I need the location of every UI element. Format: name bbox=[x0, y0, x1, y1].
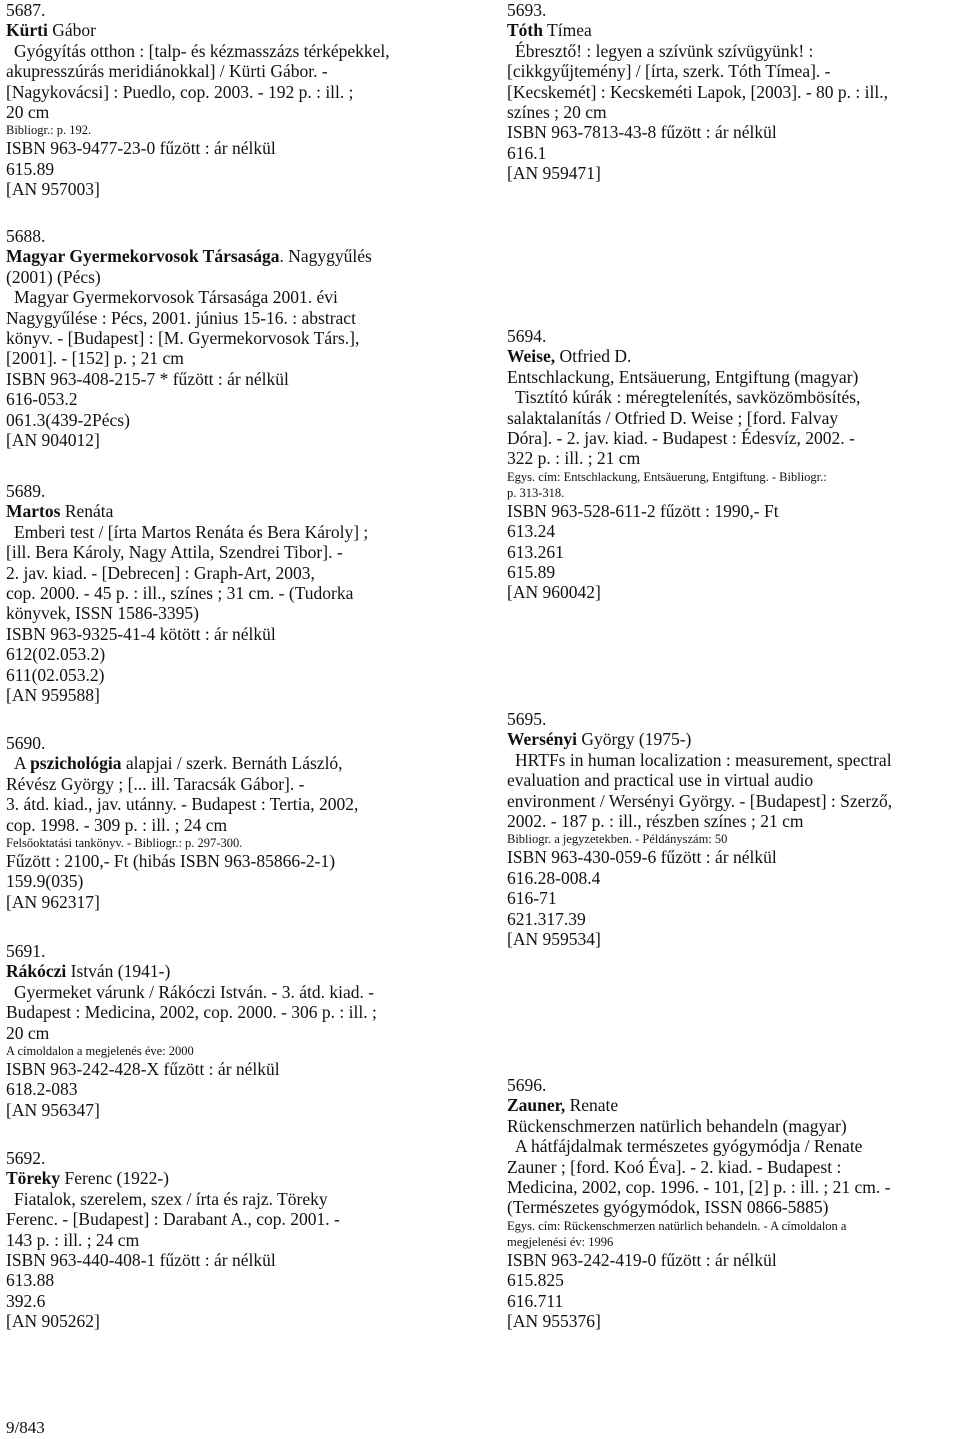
entry-note: Egys. cím: Entschlackung, Entsäuerung, Entgiftung. - Bibliogr.: bbox=[507, 469, 827, 484]
entry-line: HRTFs in human localization : measurement, spectral bbox=[515, 749, 892, 770]
entry-line: Dóra]. - 2. jav. kiad. - Budapest : Édesvíz, 2002. - bbox=[507, 428, 855, 449]
entry-line: Entschlackung, Entsäuerung, Entgiftung (magyar) bbox=[507, 366, 859, 387]
entry-line: könyvek, ISSN 1586-3395) bbox=[6, 603, 199, 624]
entry-line: 611(02.053.2) bbox=[6, 664, 105, 685]
heading-rest: Renáta bbox=[60, 501, 114, 522]
entry-line: ISBN 963-9325-41-4 kötött : ár nélkül bbox=[6, 623, 276, 644]
entry-line: 5689. bbox=[6, 481, 46, 501]
entry-line: [Nagykovácsi] : Puedlo, cop. 2003. - 192 p. : ill. ; bbox=[6, 81, 354, 102]
entry-line: 615.825 bbox=[507, 1270, 564, 1291]
entry-line: 5696. bbox=[507, 1075, 547, 1095]
entry-line: 612(02.053.2) bbox=[6, 644, 106, 665]
entry-line: salaktalanítás / Otfried D. Weise ; [ford. Falvay bbox=[507, 407, 839, 428]
entry-line: ISBN 963-430-059-6 fűzött : ár nélkül bbox=[507, 847, 777, 868]
page-number: 9/843 bbox=[6, 1418, 45, 1437]
entry-line: evaluation and practical use in virtual audio bbox=[507, 770, 814, 791]
entry-line: 613.261 bbox=[507, 541, 564, 562]
heading-rest: Otfried D. bbox=[555, 346, 632, 367]
entry-line: 2. jav. kiad. - [Debrecen] : Graph-Art, 2003, bbox=[6, 562, 315, 583]
entry-line: akupresszúrás meridiánokkal] / Kürti Gábor. - bbox=[6, 61, 328, 82]
catalog-entry bbox=[507, 326, 957, 603]
entry-line: 613.88 bbox=[6, 1270, 55, 1291]
entry-line: ISBN 963-242-428-X fűzött : ár nélkül bbox=[6, 1059, 280, 1080]
entry-line: 5692. bbox=[6, 1148, 46, 1168]
catalog-entry bbox=[6, 1148, 466, 1332]
entry-line: 615.89 bbox=[507, 562, 556, 583]
entry-line: 5691. bbox=[6, 941, 46, 961]
entry-line: 392.6 bbox=[6, 1290, 46, 1311]
entry-heading bbox=[507, 20, 957, 40]
heading-rest: Gábor bbox=[47, 20, 96, 41]
entry-line: cop. 2000. - 45 p. : ill., színes ; 31 cm. - (Tudorka bbox=[6, 583, 354, 604]
entry-line: [AN 960042] bbox=[507, 582, 601, 603]
entry-line: Magyar Gyermekorvosok Társasága 2001. évi bbox=[14, 287, 338, 308]
catalog-entry bbox=[6, 941, 466, 1120]
entry-line: 322 p. : ill. ; 21 cm bbox=[507, 448, 641, 469]
entry-line: [AN 959588] bbox=[6, 685, 100, 706]
entry-line: 616.1 bbox=[507, 142, 547, 163]
entry-line: 618.2-083 bbox=[6, 1079, 78, 1100]
heading-rest: István (1941-) bbox=[66, 961, 171, 982]
entry-heading bbox=[6, 1168, 466, 1188]
entry-line: [AN 955376] bbox=[507, 1311, 601, 1332]
catalog-entry bbox=[6, 0, 466, 200]
heading-rest: . Nagygyűlés bbox=[279, 246, 372, 267]
entry-line: 616.711 bbox=[507, 1290, 564, 1311]
entry-heading bbox=[6, 753, 466, 773]
entry-line: 20 cm bbox=[6, 102, 50, 123]
entry-line: Ferenc. - [Budapest] : Darabant A., cop. 2001. - bbox=[6, 1209, 340, 1230]
entry-line: 5688. bbox=[6, 226, 46, 246]
entry-line: ISBN 963-440-408-1 fűzött : ár nélkül bbox=[6, 1250, 276, 1271]
entry-line: Nagygyűlése : Pécs, 2001. június 15-16. : abstract bbox=[6, 307, 356, 328]
entry-line: 20 cm bbox=[6, 1022, 50, 1043]
entry-line: 5693. bbox=[507, 0, 547, 20]
catalog-entry bbox=[507, 709, 957, 949]
entry-heading bbox=[6, 961, 466, 981]
entry-line: Tisztító kúrák : méregtelenítés, savközömbösítés, bbox=[515, 387, 861, 408]
catalog-entry bbox=[6, 733, 466, 912]
entry-note: megjelenési év: 1996 bbox=[507, 1234, 614, 1249]
heading-bold: Tóth bbox=[507, 20, 543, 41]
heading-rest: Ferenc (1922-) bbox=[60, 1168, 169, 1189]
entry-line: [ill. Bera Károly, Nagy Attila, Szendrei Tibor]. - bbox=[6, 542, 343, 563]
entry-line: 615.89 bbox=[6, 158, 55, 179]
catalog-entry bbox=[6, 481, 466, 705]
entry-line: 5694. bbox=[507, 326, 547, 346]
entry-line: 3. átd. kiad., jav. utánny. - Budapest : Tertia, 2002, bbox=[6, 794, 359, 815]
entry-line: 616.28-008.4 bbox=[507, 867, 601, 888]
entry-heading bbox=[507, 346, 957, 366]
entry-line: Rückenschmerzen natürlich behandeln (magyar) bbox=[507, 1115, 847, 1136]
entry-line: 5695. bbox=[507, 709, 547, 729]
entry-note: Egys. cím: Rückenschmerzen natürlich behandeln. - A címoldalon a bbox=[507, 1218, 847, 1233]
entry-line: 621.317.39 bbox=[507, 908, 586, 929]
entry-line: könyv. - [Budapest] : [M. Gyermekorvosok Társ.], bbox=[6, 328, 360, 349]
entry-note: A címoldalon a megjelenés éve: 2000 bbox=[6, 1044, 194, 1059]
entry-line: [AN 962317] bbox=[6, 891, 100, 912]
heading-rest: György (1975-) bbox=[577, 729, 692, 750]
entry-line: Budapest : Medicina, 2002, cop. 2000. - 306 p. : ill. ; bbox=[6, 1002, 377, 1023]
entry-heading bbox=[6, 20, 466, 40]
catalog-entry bbox=[507, 0, 957, 184]
entry-line: A hátfájdalmak természetes gyógymódja / Renate bbox=[515, 1136, 863, 1157]
entry-line: 616-053.2 bbox=[6, 389, 78, 410]
entry-heading bbox=[6, 246, 466, 266]
entry-line: [AN 959471] bbox=[507, 163, 601, 184]
entry-line: 061.3(439-2Pécs) bbox=[6, 409, 130, 430]
entry-line: Gyógyítás otthon : [talp- és kézmasszázs térképekkel, bbox=[14, 40, 390, 61]
entry-line: Medicina, 2002, cop. 1996. - 101, [2] p. : ill. ; 21 cm. - bbox=[507, 1177, 891, 1198]
entry-line: [AN 956347] bbox=[6, 1099, 100, 1120]
entry-heading bbox=[6, 501, 466, 521]
entry-note: Bibliogr.: p. 192. bbox=[6, 123, 92, 138]
entry-line: színes ; 20 cm bbox=[507, 102, 607, 123]
entry-line: [AN 904012] bbox=[6, 430, 100, 451]
catalog-entry bbox=[507, 1075, 957, 1331]
entry-line: [AN 957003] bbox=[6, 179, 100, 200]
heading-rest: alapjai / szerk. Bernáth László, bbox=[121, 753, 343, 774]
entry-line: Révész György ; [... ill. Taracsák Gábor]. - bbox=[6, 773, 305, 794]
heading-bold: Töreky bbox=[6, 1168, 61, 1189]
heading-bold: Weise, bbox=[507, 346, 556, 367]
heading-bold: pszichológia bbox=[30, 753, 122, 774]
entry-heading bbox=[507, 1095, 957, 1115]
entry-line: ISBN 963-242-419-0 fűzött : ár nélkül bbox=[507, 1249, 777, 1270]
heading-bold: Rákóczi bbox=[6, 961, 67, 982]
entry-line: 5687. bbox=[6, 0, 46, 20]
heading-bold: Kürti bbox=[6, 20, 48, 41]
entry-line: Gyermeket várunk / Rákóczi István. - 3. átd. kiad. - bbox=[14, 981, 375, 1002]
entry-line: Zauner ; [ford. Koó Éva]. - 2. kiad. - Budapest : bbox=[507, 1156, 842, 1177]
entry-line: Fűzött : 2100,- Ft (hibás ISBN 963-85866-2-1) bbox=[6, 851, 336, 872]
entry-line: ISBN 963-7813-43-8 fűzött : ár nélkül bbox=[507, 122, 777, 143]
entry-line: [2001]. - [152] p. ; 21 cm bbox=[6, 348, 184, 369]
entry-line: Fiatalok, szerelem, szex / írta és rajz. Töreky bbox=[14, 1188, 328, 1209]
entry-line: 616-71 bbox=[507, 888, 557, 909]
heading-bold: Martos bbox=[6, 501, 61, 522]
entry-line: environment / Wersényi György. - [Budapest] : Szerző, bbox=[507, 790, 893, 811]
entry-line: 159.9(035) bbox=[6, 871, 84, 892]
heading-rest: Tímea bbox=[542, 20, 592, 41]
heading-bold: Magyar Gyermekorvosok Társasága bbox=[6, 246, 280, 267]
heading-bold: Wersényi bbox=[507, 729, 577, 750]
entry-line: 2002. - 187 p. : ill., részben színes ; 21 cm bbox=[507, 811, 804, 832]
entry-line: 143 p. : ill. ; 24 cm bbox=[6, 1229, 140, 1250]
entry-line: cop. 1998. - 309 p. : ill. ; 24 cm bbox=[6, 814, 228, 835]
entry-line: [AN 905262] bbox=[6, 1311, 100, 1332]
entry-line: (Természetes gyógymódok, ISSN 0866-5885) bbox=[507, 1197, 829, 1218]
entry-note: Bibliogr. a jegyzetekben. - Példányszám: 50 bbox=[507, 832, 728, 847]
entry-line: 613.24 bbox=[507, 521, 556, 542]
entry-line: ISBN 963-9477-23-0 fűzött : ár nélkül bbox=[6, 138, 276, 159]
entry-line: [Kecskemét] : Kecskeméti Lapok, [2003]. - 80 p. : ill., bbox=[507, 81, 889, 102]
entry-note: Felsőoktatási tankönyv. - Bibliogr.: p. 297-300. bbox=[6, 836, 243, 851]
entry-line: 5690. bbox=[6, 733, 46, 753]
entry-heading bbox=[507, 729, 957, 749]
heading-rest: Renate bbox=[565, 1095, 619, 1116]
entry-line: Ébresztő! : legyen a szívünk szívügyünk! : bbox=[515, 40, 814, 61]
heading-bold: Zauner, bbox=[507, 1095, 566, 1116]
catalog-entry bbox=[6, 226, 466, 450]
entry-line: ISBN 963-408-215-7 * fűzött : ár nélkül bbox=[6, 368, 289, 389]
entry-line: ISBN 963-528-611-2 fűzött : 1990,- Ft bbox=[507, 500, 779, 521]
entry-line: [cikkgyűjtemény] / [írta, szerk. Tóth Tímea]. - bbox=[507, 61, 831, 82]
heading-prefix: A bbox=[14, 753, 31, 774]
entry-line: Emberi test / [írta Martos Renáta és Bera Károly] ; bbox=[14, 521, 369, 542]
entry-line: [AN 959534] bbox=[507, 929, 601, 950]
entry-note: p. 313-318. bbox=[507, 485, 565, 500]
entry-line: (2001) (Pécs) bbox=[6, 266, 101, 287]
